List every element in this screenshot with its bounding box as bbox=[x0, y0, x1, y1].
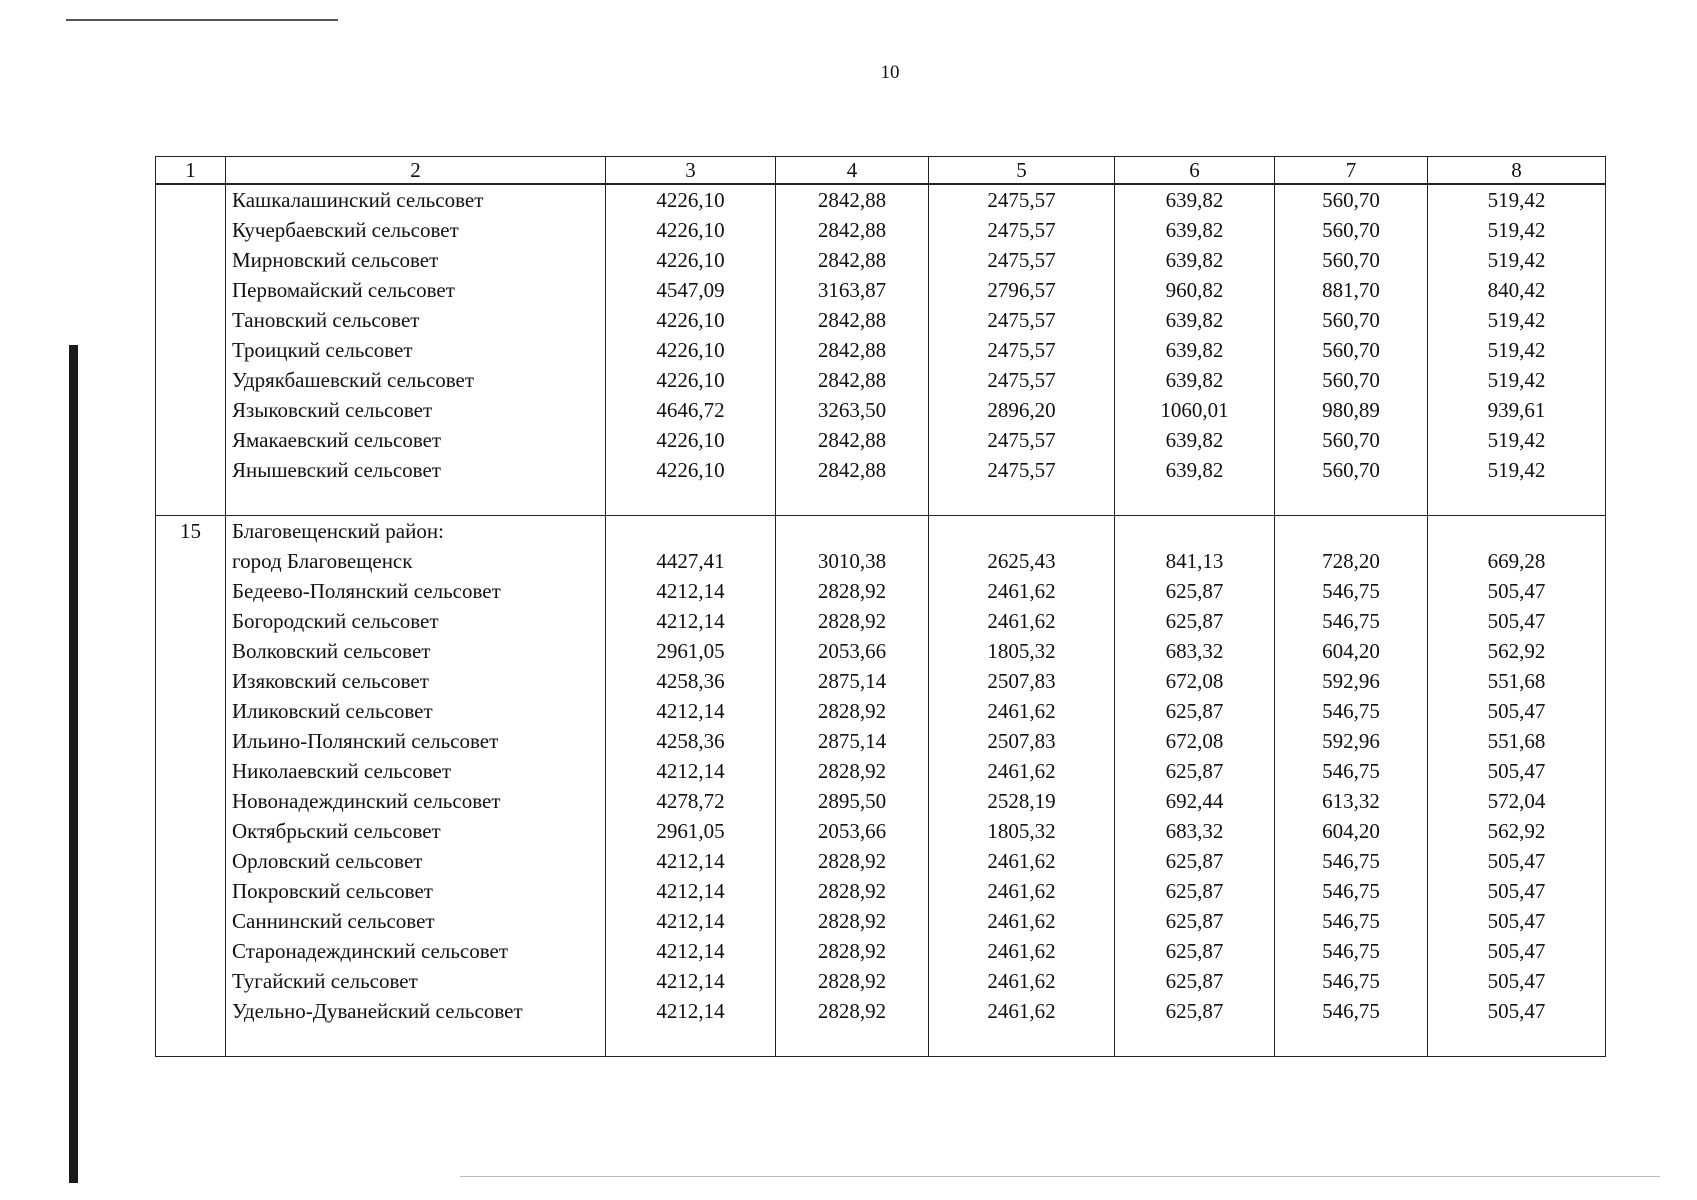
row-name: Тановский сельсовет bbox=[232, 308, 420, 332]
blank-line bbox=[1281, 1026, 1421, 1056]
table-cell: 4226,10 bbox=[656, 308, 725, 332]
table-cell: 2828,92 bbox=[817, 699, 887, 723]
table-cell: 2842,88 bbox=[817, 308, 887, 332]
table-cell: 639,82 bbox=[1165, 428, 1224, 452]
table-cell: 546,75 bbox=[1322, 969, 1380, 993]
row-name: Орловский сельсовет bbox=[232, 849, 423, 873]
blank-line bbox=[1434, 485, 1599, 515]
table-cell: 505,47 bbox=[1487, 879, 1546, 903]
data-table bbox=[155, 156, 1606, 1057]
table-cell: 2842,88 bbox=[817, 428, 887, 452]
table-cell: 546,75 bbox=[1322, 579, 1380, 603]
table-cell: 505,47 bbox=[1487, 939, 1546, 963]
table-cell: 3163,87 bbox=[817, 278, 887, 302]
table-cell: 683,32 bbox=[1165, 819, 1224, 843]
row-name: Новонадеждинский сельсовет bbox=[232, 789, 501, 813]
table-cell: 1805,32 bbox=[987, 819, 1056, 843]
table-cell: 1060,01 bbox=[1160, 398, 1229, 422]
blank-line bbox=[782, 516, 922, 546]
table-cell: 560,70 bbox=[1322, 458, 1380, 482]
table-cell: 546,75 bbox=[1322, 699, 1380, 723]
table-cell: 639,82 bbox=[1165, 368, 1224, 392]
table-cell: 939,61 bbox=[1487, 398, 1546, 422]
blank-line bbox=[782, 1026, 922, 1056]
table-cell: 4212,14 bbox=[656, 879, 725, 903]
table-cell: 625,87 bbox=[1165, 849, 1224, 873]
table-cell: 572,04 bbox=[1487, 789, 1546, 813]
table-cell: 4278,72 bbox=[656, 789, 725, 813]
table-cell: 4212,14 bbox=[656, 699, 725, 723]
row-name: Саннинский сельсовет bbox=[232, 909, 435, 933]
table-cell: 2461,62 bbox=[987, 879, 1056, 903]
table-cell: 2875,14 bbox=[817, 729, 887, 753]
table-cell: 2461,62 bbox=[987, 849, 1056, 873]
table-cell: 2461,62 bbox=[987, 579, 1056, 603]
scan-edge-bar bbox=[69, 345, 78, 1183]
table-cell: 546,75 bbox=[1322, 999, 1380, 1023]
row-name: Языковский сельсовет bbox=[232, 398, 433, 422]
table-cell: 625,87 bbox=[1165, 609, 1224, 633]
table-cell: 562,92 bbox=[1487, 639, 1546, 663]
group-number bbox=[162, 185, 219, 215]
table-cell: 2895,50 bbox=[817, 789, 887, 813]
table-cell: 560,70 bbox=[1322, 218, 1380, 242]
column-header: 4 bbox=[776, 157, 929, 185]
table-cell: 639,82 bbox=[1165, 308, 1224, 332]
blank-line bbox=[612, 1026, 769, 1056]
table-cell: 560,70 bbox=[1322, 368, 1380, 392]
table-cell: 592,96 bbox=[1322, 729, 1380, 753]
table-cell: 604,20 bbox=[1322, 819, 1380, 843]
table-cell: 2461,62 bbox=[987, 609, 1056, 633]
table-cell: 4226,10 bbox=[656, 248, 725, 272]
table-cell: 4226,10 bbox=[656, 368, 725, 392]
table-cell: 546,75 bbox=[1322, 939, 1380, 963]
blank-line bbox=[232, 1026, 599, 1056]
table-cell: 2461,62 bbox=[987, 999, 1056, 1023]
table-cell: 519,42 bbox=[1487, 188, 1546, 212]
table-cell: 4258,36 bbox=[656, 729, 725, 753]
page-number: 10 bbox=[880, 62, 900, 83]
table-cell: 2461,62 bbox=[987, 939, 1056, 963]
table-cell: 692,44 bbox=[1165, 789, 1224, 813]
table-cell: 2828,92 bbox=[817, 759, 887, 783]
table-cell: 551,68 bbox=[1487, 669, 1546, 693]
table-cell: 625,87 bbox=[1165, 699, 1224, 723]
blank-line bbox=[1281, 485, 1421, 515]
blank-line bbox=[782, 485, 922, 515]
table-cell: 519,42 bbox=[1487, 428, 1546, 452]
row-name: Изяковский сельсовет bbox=[232, 669, 429, 693]
table-cell: 551,68 bbox=[1487, 729, 1546, 753]
table-cell: 2842,88 bbox=[817, 248, 887, 272]
table-cell: 625,87 bbox=[1165, 759, 1224, 783]
table-cell: 4212,14 bbox=[656, 999, 725, 1023]
table-cell: 2961,05 bbox=[656, 819, 725, 843]
table-cell: 881,70 bbox=[1322, 278, 1380, 302]
table-cell: 2475,57 bbox=[987, 218, 1056, 242]
table-cell: 546,75 bbox=[1322, 609, 1380, 633]
top-rule bbox=[66, 19, 338, 21]
table-cell: 2475,57 bbox=[987, 338, 1056, 362]
table-cell: 4226,10 bbox=[656, 188, 725, 212]
table-cell: 505,47 bbox=[1487, 999, 1546, 1023]
table-cell: 2053,66 bbox=[817, 819, 887, 843]
blank-line bbox=[612, 485, 769, 515]
table-cell: 2828,92 bbox=[817, 909, 887, 933]
blank-line bbox=[935, 1026, 1108, 1056]
table-cell: 2842,88 bbox=[817, 338, 887, 362]
blank-line bbox=[1121, 516, 1268, 546]
group-number: 15 bbox=[180, 519, 201, 543]
table-cell: 3263,50 bbox=[817, 398, 887, 422]
table-cell: 519,42 bbox=[1487, 338, 1546, 362]
table-cell: 2625,43 bbox=[987, 549, 1056, 573]
table-group bbox=[156, 184, 1606, 516]
row-name: Кучербаевский сельсовет bbox=[232, 218, 459, 242]
table-cell: 2875,14 bbox=[817, 669, 887, 693]
column-header: 3 bbox=[606, 157, 776, 185]
table-cell: 2842,88 bbox=[817, 368, 887, 392]
table-cell: 505,47 bbox=[1487, 699, 1546, 723]
table-cell: 639,82 bbox=[1165, 338, 1224, 362]
table-cell: 625,87 bbox=[1165, 879, 1224, 903]
table-cell: 639,82 bbox=[1165, 218, 1224, 242]
table-cell: 4226,10 bbox=[656, 428, 725, 452]
table-cell: 980,89 bbox=[1322, 398, 1380, 422]
table-cell: 4212,14 bbox=[656, 939, 725, 963]
table-cell: 546,75 bbox=[1322, 849, 1380, 873]
table-cell: 505,47 bbox=[1487, 909, 1546, 933]
table-cell: 560,70 bbox=[1322, 188, 1380, 212]
table-cell: 4258,36 bbox=[656, 669, 725, 693]
row-name: Ильино-Полянский сельсовет bbox=[232, 729, 499, 753]
column-header: 5 bbox=[929, 157, 1115, 185]
table-cell: 546,75 bbox=[1322, 879, 1380, 903]
table-cell: 3010,38 bbox=[817, 549, 887, 573]
table-cell: 505,47 bbox=[1487, 969, 1546, 993]
table-cell: 625,87 bbox=[1165, 969, 1224, 993]
table-cell: 2507,83 bbox=[987, 669, 1056, 693]
row-name: Старонадеждинский сельсовет bbox=[232, 939, 509, 963]
table-cell: 4212,14 bbox=[656, 849, 725, 873]
table-cell: 625,87 bbox=[1165, 939, 1224, 963]
table-cell: 2461,62 bbox=[987, 759, 1056, 783]
table-cell: 2475,57 bbox=[987, 248, 1056, 272]
blank-line bbox=[935, 516, 1108, 546]
table-cell: 546,75 bbox=[1322, 759, 1380, 783]
row-name: Кашкалашинский сельсовет bbox=[232, 188, 484, 212]
table-cell: 4226,10 bbox=[656, 458, 725, 482]
table-cell: 2461,62 bbox=[987, 969, 1056, 993]
table-group bbox=[156, 516, 1606, 1057]
table-cell: 2842,88 bbox=[817, 218, 887, 242]
table-cell: 672,08 bbox=[1165, 729, 1224, 753]
row-name: Тугайский сельсовет bbox=[232, 969, 418, 993]
row-name: город Благовещенск bbox=[232, 549, 413, 573]
row-name: Богородский сельсовет bbox=[232, 609, 439, 633]
blank-line bbox=[232, 485, 599, 515]
table-cell: 2507,83 bbox=[987, 729, 1056, 753]
table-cell: 2475,57 bbox=[987, 428, 1056, 452]
table-cell: 4212,14 bbox=[656, 759, 725, 783]
table-cell: 4212,14 bbox=[656, 609, 725, 633]
table-cell: 2475,57 bbox=[987, 368, 1056, 392]
row-name: Первомайский сельсовет bbox=[232, 278, 455, 302]
table-cell: 625,87 bbox=[1165, 999, 1224, 1023]
table-cell: 4427,41 bbox=[656, 549, 725, 573]
table-cell: 560,70 bbox=[1322, 338, 1380, 362]
table-cell: 2828,92 bbox=[817, 999, 887, 1023]
table-cell: 4212,14 bbox=[656, 969, 725, 993]
table-cell: 2828,92 bbox=[817, 579, 887, 603]
table-cell: 2475,57 bbox=[987, 188, 1056, 212]
row-name: Мирновский сельсовет bbox=[232, 248, 439, 272]
row-name: Волковский сельсовет bbox=[232, 639, 431, 663]
table-cell: 1805,32 bbox=[987, 639, 1056, 663]
table-cell: 604,20 bbox=[1322, 639, 1380, 663]
table-cell: 4646,72 bbox=[656, 398, 725, 422]
table-cell: 840,42 bbox=[1487, 278, 1546, 302]
table-cell: 2896,20 bbox=[987, 398, 1056, 422]
column-header: 2 bbox=[226, 157, 606, 185]
table-cell: 2461,62 bbox=[987, 909, 1056, 933]
row-name: Удрякбашевский сельсовет bbox=[232, 368, 475, 392]
row-name: Янышевский сельсовет bbox=[232, 458, 441, 482]
table-cell: 2828,92 bbox=[817, 609, 887, 633]
column-header: 8 bbox=[1428, 157, 1606, 185]
table-cell: 2528,19 bbox=[987, 789, 1056, 813]
table-cell: 639,82 bbox=[1165, 458, 1224, 482]
table-cell: 560,70 bbox=[1322, 248, 1380, 272]
table-cell: 4226,10 bbox=[656, 218, 725, 242]
table-cell: 625,87 bbox=[1165, 909, 1224, 933]
table-cell: 683,32 bbox=[1165, 639, 1224, 663]
row-name: Троицкий сельсовет bbox=[232, 338, 413, 362]
table-cell: 2828,92 bbox=[817, 879, 887, 903]
table-cell: 639,82 bbox=[1165, 188, 1224, 212]
row-name: Покровский сельсовет bbox=[232, 879, 433, 903]
table-cell: 519,42 bbox=[1487, 248, 1546, 272]
bottom-rule bbox=[460, 1176, 1660, 1177]
row-name: Октябрьский сельсовет bbox=[232, 819, 441, 843]
table-cell: 519,42 bbox=[1487, 308, 1546, 332]
table-cell: 562,92 bbox=[1487, 819, 1546, 843]
table-cell: 592,96 bbox=[1322, 669, 1380, 693]
blank-line bbox=[1121, 485, 1268, 515]
group-title: Благовещенский район: bbox=[232, 519, 444, 543]
table-cell: 960,82 bbox=[1165, 278, 1224, 302]
row-name: Иликовский сельсовет bbox=[232, 699, 433, 723]
table-cell: 2475,57 bbox=[987, 458, 1056, 482]
table-cell: 2961,05 bbox=[656, 639, 725, 663]
blank-line bbox=[1434, 516, 1599, 546]
table-cell: 560,70 bbox=[1322, 428, 1380, 452]
blank-line bbox=[612, 516, 769, 546]
table-cell: 2475,57 bbox=[987, 308, 1056, 332]
row-name: Удельно-Дуванейский сельсовет bbox=[232, 999, 523, 1023]
table-cell: 505,47 bbox=[1487, 849, 1546, 873]
table-cell: 841,13 bbox=[1165, 549, 1224, 573]
table-cell: 519,42 bbox=[1487, 218, 1546, 242]
table-cell: 2842,88 bbox=[817, 458, 887, 482]
table-cell: 639,82 bbox=[1165, 248, 1224, 272]
table-cell: 728,20 bbox=[1322, 549, 1380, 573]
blank-line bbox=[1281, 516, 1421, 546]
table-cell: 613,32 bbox=[1322, 789, 1380, 813]
table-cell: 2828,92 bbox=[817, 969, 887, 993]
blank-line bbox=[1434, 1026, 1599, 1056]
table-cell: 2796,57 bbox=[987, 278, 1056, 302]
table-cell: 2053,66 bbox=[817, 639, 887, 663]
table-cell: 560,70 bbox=[1322, 308, 1380, 332]
row-name: Ямакаевский сельсовет bbox=[232, 428, 442, 452]
table-cell: 4212,14 bbox=[656, 579, 725, 603]
column-header: 6 bbox=[1115, 157, 1275, 185]
table-cell: 4212,14 bbox=[656, 909, 725, 933]
blank-line bbox=[1121, 1026, 1268, 1056]
table-cell: 2828,92 bbox=[817, 849, 887, 873]
table-cell: 2828,92 bbox=[817, 939, 887, 963]
row-name: Бедеево-Полянский сельсовет bbox=[232, 579, 501, 603]
header-row bbox=[156, 157, 1606, 185]
table-cell: 505,47 bbox=[1487, 579, 1546, 603]
table-cell: 672,08 bbox=[1165, 669, 1224, 693]
table-cell: 2461,62 bbox=[987, 699, 1056, 723]
table-cell: 669,28 bbox=[1487, 549, 1546, 573]
row-name: Николаевский сельсовет bbox=[232, 759, 451, 783]
table-cell: 625,87 bbox=[1165, 579, 1224, 603]
column-header: 7 bbox=[1275, 157, 1428, 185]
table-cell: 505,47 bbox=[1487, 609, 1546, 633]
table-cell: 2842,88 bbox=[817, 188, 887, 212]
table-cell: 546,75 bbox=[1322, 909, 1380, 933]
table-cell: 4547,09 bbox=[656, 278, 725, 302]
table-cell: 505,47 bbox=[1487, 759, 1546, 783]
table-cell: 519,42 bbox=[1487, 458, 1546, 482]
blank-line bbox=[935, 485, 1108, 515]
table-cell: 4226,10 bbox=[656, 338, 725, 362]
table-cell: 519,42 bbox=[1487, 368, 1546, 392]
column-header: 1 bbox=[156, 157, 226, 185]
